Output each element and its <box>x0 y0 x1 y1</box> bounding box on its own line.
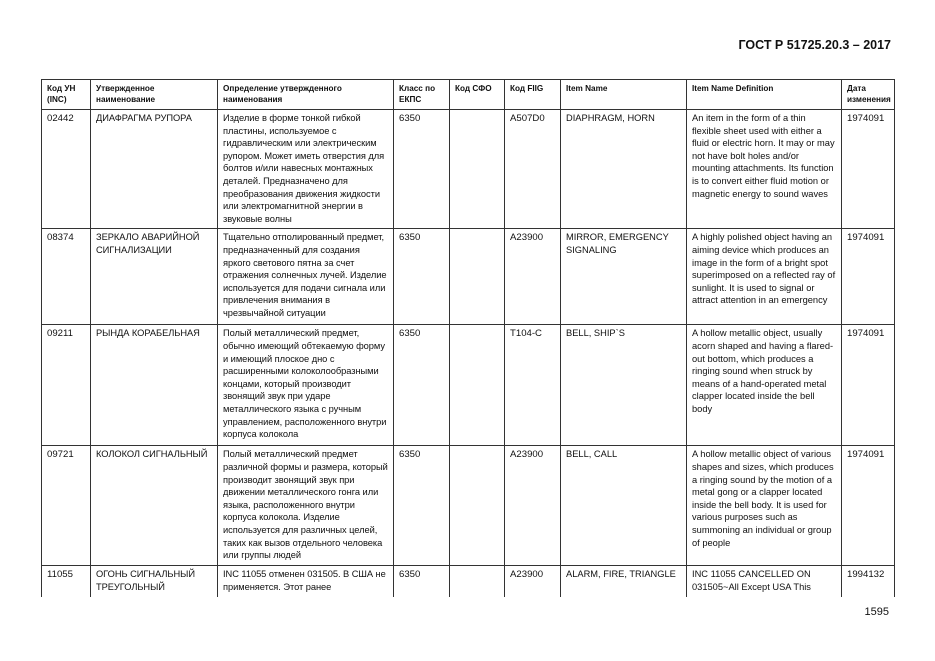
cell-fiig: T104-C <box>505 325 561 446</box>
column-header-date: Дата изменения <box>842 80 895 110</box>
cell-name: ДИАФРАГМА РУПОРА <box>91 110 218 229</box>
cell-sfo <box>450 446 505 566</box>
cell-item-name: BELL, CALL <box>561 446 687 566</box>
cell-sfo <box>450 566 505 597</box>
cell-item-definition: A highly polished object having an aiming device which produces an image in the form of a bright spot superimposed on a reflected ray of sunlight. It is used to signal or attract attention in an emergency <box>687 229 842 325</box>
cell-sfo <box>450 229 505 325</box>
cell-name: РЫНДА КОРАБЕЛЬНАЯ <box>91 325 218 446</box>
cell-date: 1994132 <box>842 566 895 597</box>
cell-code: 09721 <box>42 446 91 566</box>
column-header-class: Класс по ЕКПС <box>394 80 450 110</box>
page-number: 1595 <box>864 606 889 618</box>
cell-item-definition: An item in the form of a thin flexible sheet used with either a fluid or electric horn. It may or may not have bolt holes and/or mounting attachments. Its function is to convert either fluid motion or magnetic energy to sound waves <box>687 110 842 229</box>
cell-name: ОГОНЬ СИГНАЛЬНЫЙ ТРЕУГОЛЬНЫЙ <box>91 566 218 597</box>
cell-date: 1974091 <box>842 325 895 446</box>
cell-item-definition: INC 11055 CANCELLED ON 031505~All Except USA This <box>687 566 842 597</box>
cell-code: 08374 <box>42 229 91 325</box>
cell-definition: Полый металлический предмет различной формы и размера, который производит звонящий звук при движении металлического гонга или языка, расположенного внутри корпуса колокола. Изделие используется для различных целей, таких как вызов отдельного человека или группы людей <box>218 446 394 566</box>
cell-code: 09211 <box>42 325 91 446</box>
cell-sfo <box>450 110 505 229</box>
cell-fiig: A23900 <box>505 229 561 325</box>
column-header-item-definition: Item Name Definition <box>687 80 842 110</box>
classifier-table <box>41 79 895 597</box>
table-row <box>42 566 895 597</box>
table-header-row <box>42 80 895 110</box>
cell-date: 1974091 <box>842 446 895 566</box>
cell-definition: Тщательно отполированный предмет, предназначенный для создания яркого светового пятна за счет отражения солнечных лучей. Изделие используется для подачи сигнала или привлечения внимания в чрезвычайной ситуации <box>218 229 394 325</box>
column-header-sfo: Код СФО <box>450 80 505 110</box>
cell-item-name: ALARM, FIRE, TRIANGLE <box>561 566 687 597</box>
cell-fiig: A23900 <box>505 446 561 566</box>
cell-fiig: A23900 <box>505 566 561 597</box>
table-row <box>42 446 895 566</box>
column-header-definition: Определение утвержденного наименования <box>218 80 394 110</box>
column-header-name: Утвержденное наименование <box>91 80 218 110</box>
cell-class: 6350 <box>394 325 450 446</box>
cell-item-name: MIRROR, EMERGENCY SIGNALING <box>561 229 687 325</box>
cell-class: 6350 <box>394 110 450 229</box>
cell-sfo <box>450 325 505 446</box>
table-row <box>42 229 895 325</box>
cell-item-name: DIAPHRAGM, HORN <box>561 110 687 229</box>
cell-class: 6350 <box>394 446 450 566</box>
cell-definition: Изделие в форме тонкой гибкой пластины, используемое с гидравлическим или электрическим рупором. Может иметь отверстия для болтов и/или навесных монтажных деталей. Предназначено для преобразования движения жидкости или электромагнитной энергии в звуковые волны <box>218 110 394 229</box>
cell-class: 6350 <box>394 566 450 597</box>
cell-name: ЗЕРКАЛО АВАРИЙНОЙ СИГНАЛИЗАЦИИ <box>91 229 218 325</box>
cell-item-definition: A hollow metallic object, usually acorn shaped and having a flared-out bottom, which produces a ringing sound when struck by means of a hand-operated metal clapper located inside the bell body <box>687 325 842 446</box>
column-header-item-name: Item Name <box>561 80 687 110</box>
cell-fiig: A507D0 <box>505 110 561 229</box>
cell-date: 1974091 <box>842 110 895 229</box>
document-standard-title: ГОСТ Р 51725.20.3 – 2017 <box>738 38 891 52</box>
cell-code: 02442 <box>42 110 91 229</box>
cell-definition: INC 11055 отменен 031505. В США не применяется. Этот ранее <box>218 566 394 597</box>
column-header-fiig: Код FIIG <box>505 80 561 110</box>
cell-definition: Полый металлический предмет, обычно имеющий обтекаемую форму и имеющий плоское дно с расширенными колоколообразными концами, который производит звонящий звук при ударе металлического языка с ручным управлением, расположенного внутри корпуса колокола <box>218 325 394 446</box>
cell-class: 6350 <box>394 229 450 325</box>
column-header-code: Код УН (INC) <box>42 80 91 110</box>
cell-item-definition: A hollow metallic object of various shapes and sizes, which produces a ringing sound by the motion of a metal gong or a clapper located inside the bell body. It is used for various purposes such as summoning an individual or group of people <box>687 446 842 566</box>
table-row <box>42 325 895 446</box>
cell-item-name: BELL, SHIP`S <box>561 325 687 446</box>
table-row <box>42 110 895 229</box>
cell-date: 1974091 <box>842 229 895 325</box>
cell-code: 11055 <box>42 566 91 597</box>
cell-name: КОЛОКОЛ СИГНАЛЬНЫЙ <box>91 446 218 566</box>
